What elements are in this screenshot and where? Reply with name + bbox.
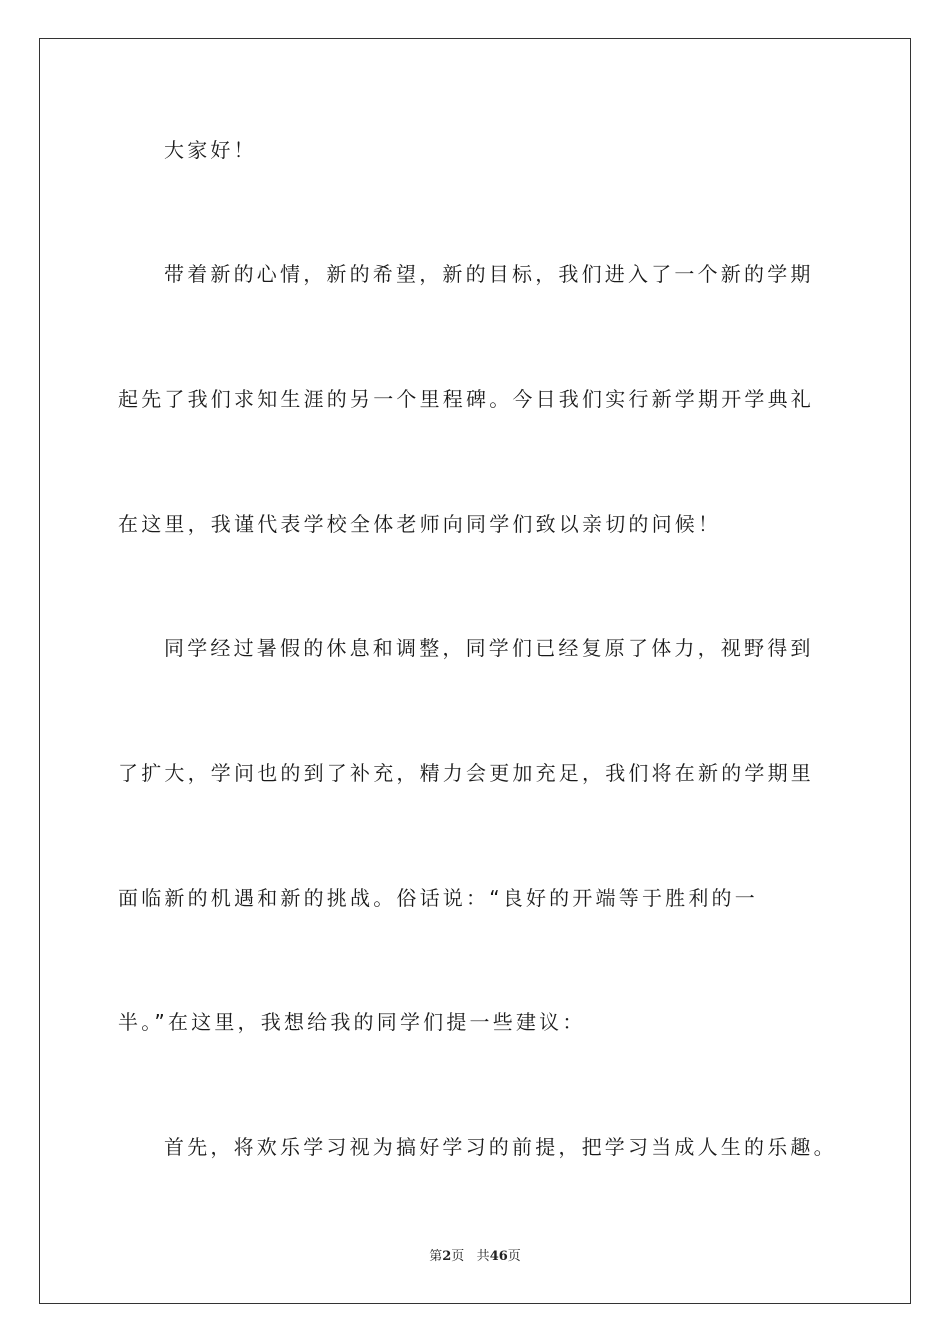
total-suffix: 页 bbox=[507, 1249, 521, 1264]
paragraph-line: 起先了我们求知生涯的另一个里程碑。今日我们实行新学期开学典礼 bbox=[118, 387, 814, 411]
page-border bbox=[39, 38, 911, 1304]
paragraph-line: 了扩大，学问也的到了补充，精力会更加充足，我们将在新的学期里 bbox=[118, 761, 814, 785]
page-prefix: 第 bbox=[429, 1249, 443, 1264]
total-pages: 46 bbox=[489, 1249, 508, 1264]
total-prefix: 共 bbox=[476, 1249, 490, 1264]
page-number: 2 bbox=[442, 1249, 452, 1264]
greeting-line: 大家好！ bbox=[164, 138, 257, 162]
page-suffix: 页 bbox=[451, 1249, 465, 1264]
paragraph-line: 半。”在这里，我想给我的同学们提一些建议： bbox=[118, 1010, 586, 1034]
paragraph-line: 在这里，我谨代表学校全体老师向同学们致以亲切的问候！ bbox=[118, 512, 722, 536]
page-footer bbox=[0, 1248, 950, 1266]
paragraph-line: 带着新的心情，新的希望，新的目标，我们进入了一个新的学期 bbox=[164, 262, 814, 286]
paragraph-line: 面临新的机遇和新的挑战。俗话说：“良好的开端等于胜利的一 bbox=[118, 886, 758, 910]
paragraph-line: 同学经过暑假的休息和调整，同学们已经复原了体力，视野得到 bbox=[164, 636, 814, 660]
paragraph-line: 首先，将欢乐学习视为搞好学习的前提，把学习当成人生的乐趣。 bbox=[164, 1135, 837, 1159]
